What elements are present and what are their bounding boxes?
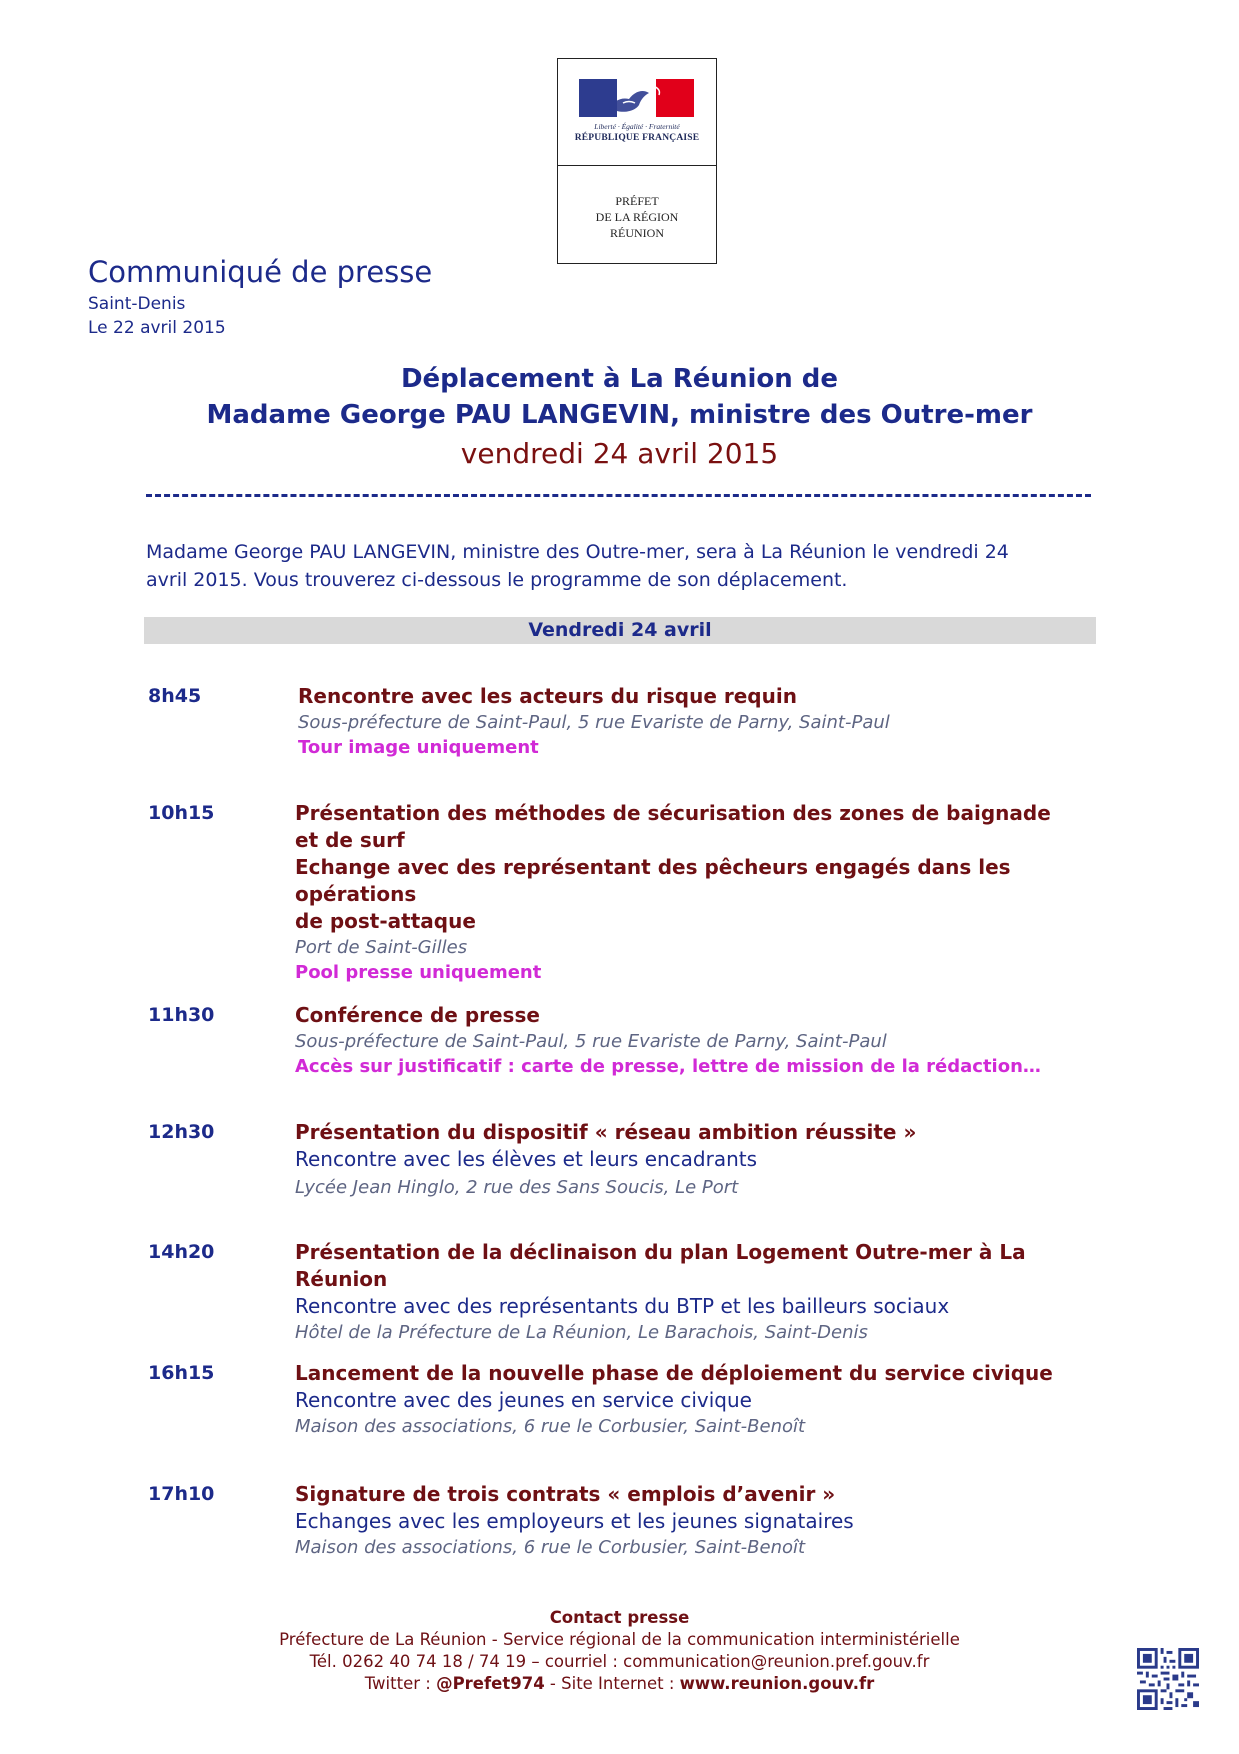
document-type-title: Communiqué de presse: [88, 255, 433, 289]
logo-divider: [558, 165, 716, 166]
event-title: et de surf: [295, 828, 405, 852]
event-location: Lycée Jean Hinglo, 2 rue des Sans Soucis, Le Port: [295, 1177, 739, 1198]
event-subtitle: Rencontre avec les élèves et leurs encadrants: [295, 1147, 758, 1171]
event-time: 8h45: [148, 685, 202, 707]
intro-paragraph: [146, 538, 1096, 594]
event-title: Rencontre avec les acteurs du risque requin: [298, 684, 797, 708]
event-title: Présentation de la déclinaison du plan Logement Outre-mer à La Réunion: [295, 1240, 1026, 1291]
day-label: Vendredi 24 avril: [528, 619, 712, 641]
press-contact-footer: [0, 1607, 1239, 1695]
twitter-label: Twitter :: [364, 1674, 437, 1693]
intro-line: avril 2015. Vous trouverez ci-dessous le programme de son déplacement.: [146, 569, 848, 591]
day-header-band: [144, 617, 1096, 644]
event-title: Conférence de presse: [295, 1003, 540, 1027]
site-label: - Site Internet :: [544, 1674, 680, 1693]
prefet-line: DE LA RÉGION: [595, 210, 679, 224]
event-time: 17h10: [148, 1483, 215, 1505]
main-title-line-1: Déplacement à La Réunion de: [400, 364, 839, 394]
program-event: [295, 1360, 1095, 1439]
event-location: Sous-préfecture de Saint-Paul, 5 rue Evariste de Parny, Saint-Paul: [295, 1031, 887, 1052]
issue-date: Le 22 avril 2015: [88, 318, 226, 338]
program-event: [298, 683, 1098, 760]
program-event: [295, 1481, 1095, 1560]
event-time: 16h15: [148, 1362, 215, 1384]
event-subtitle: Rencontre avec des jeunes en service civique: [295, 1388, 752, 1412]
event-time: 14h20: [148, 1241, 215, 1263]
republic-name: RÉPUBLIQUE FRANÇAISE: [574, 133, 700, 143]
event-location: Hôtel de la Préfecture de La Réunion, Le Barachois, Saint-Denis: [295, 1322, 868, 1343]
event-title: Présentation des méthodes de sécurisation des zones de baignade: [295, 801, 1051, 825]
main-title-line-2: Madame George PAU LANGEVIN, ministre des Outre-mer: [206, 400, 1033, 430]
event-time: 11h30: [148, 1004, 215, 1026]
event-location: Port de Saint-Gilles: [295, 937, 468, 958]
event-title: Présentation du dispositif « réseau ambition réussite »: [295, 1120, 917, 1144]
twitter-handle-link[interactable]: @Prefet974: [436, 1674, 545, 1693]
website-link[interactable]: www.reunion.gouv.fr: [679, 1674, 875, 1693]
program-event: [295, 800, 1095, 985]
event-subtitle: Rencontre avec des représentants du BTP et les bailleurs sociaux: [295, 1294, 950, 1318]
intro-line: Madame George PAU LANGEVIN, ministre des Outre-mer, sera à La Réunion le vendredi 24: [146, 541, 1009, 563]
issue-city: Saint-Denis: [88, 294, 186, 314]
event-time: 10h15: [148, 802, 215, 824]
event-title: Signature de trois contrats « emplois d’avenir »: [295, 1482, 836, 1506]
prefet-line: RÉUNION: [610, 226, 664, 240]
prefecture-logo: [557, 58, 717, 264]
event-subtitle: Echanges avec les employeurs et les jeunes signataires: [295, 1509, 854, 1533]
event-title: Lancement de la nouvelle phase de déploiement du service civique: [295, 1361, 1053, 1385]
contact-service: Préfecture de La Réunion - Service régional de la communication interministérielle: [279, 1630, 960, 1649]
event-press-note: Accès sur justificatif : carte de presse, lettre de mission de la rédaction…: [295, 1056, 1041, 1077]
program-event: [295, 1002, 1095, 1079]
event-time: 12h30: [148, 1121, 215, 1143]
qr-code-icon: [1137, 1648, 1199, 1710]
program-event: [295, 1239, 1095, 1345]
dashed-separator: [146, 494, 1091, 497]
event-title: Echange avec des représentant des pêcheurs engagés dans les opérations: [295, 855, 1011, 906]
republic-motto: Liberté · Égalité · Fraternité: [594, 122, 680, 131]
prefet-label: [558, 193, 716, 241]
event-location: Maison des associations, 6 rue le Corbusier, Saint-Benoît: [295, 1537, 806, 1558]
contact-phone-email: Tél. 0262 40 74 18 / 74 19 – courriel : communication@reunion.pref.gouv.fr: [309, 1652, 930, 1671]
contact-social-line: [0, 1673, 1239, 1695]
event-press-note: Tour image uniquement: [298, 737, 539, 758]
contact-heading: Contact presse: [549, 1608, 690, 1627]
main-title-date: vendredi 24 avril 2015: [460, 437, 779, 470]
event-title: de post-attaque: [295, 909, 476, 933]
event-press-note: Pool presse uniquement: [295, 962, 542, 983]
event-location: Maison des associations, 6 rue le Corbusier, Saint-Benoît: [295, 1416, 806, 1437]
program-event: [295, 1119, 1095, 1200]
event-location: Sous-préfecture de Saint-Paul, 5 rue Evariste de Parny, Saint-Paul: [298, 712, 890, 733]
prefet-line: PRÉFET: [615, 194, 659, 208]
marianne-flag-icon: [579, 79, 694, 117]
